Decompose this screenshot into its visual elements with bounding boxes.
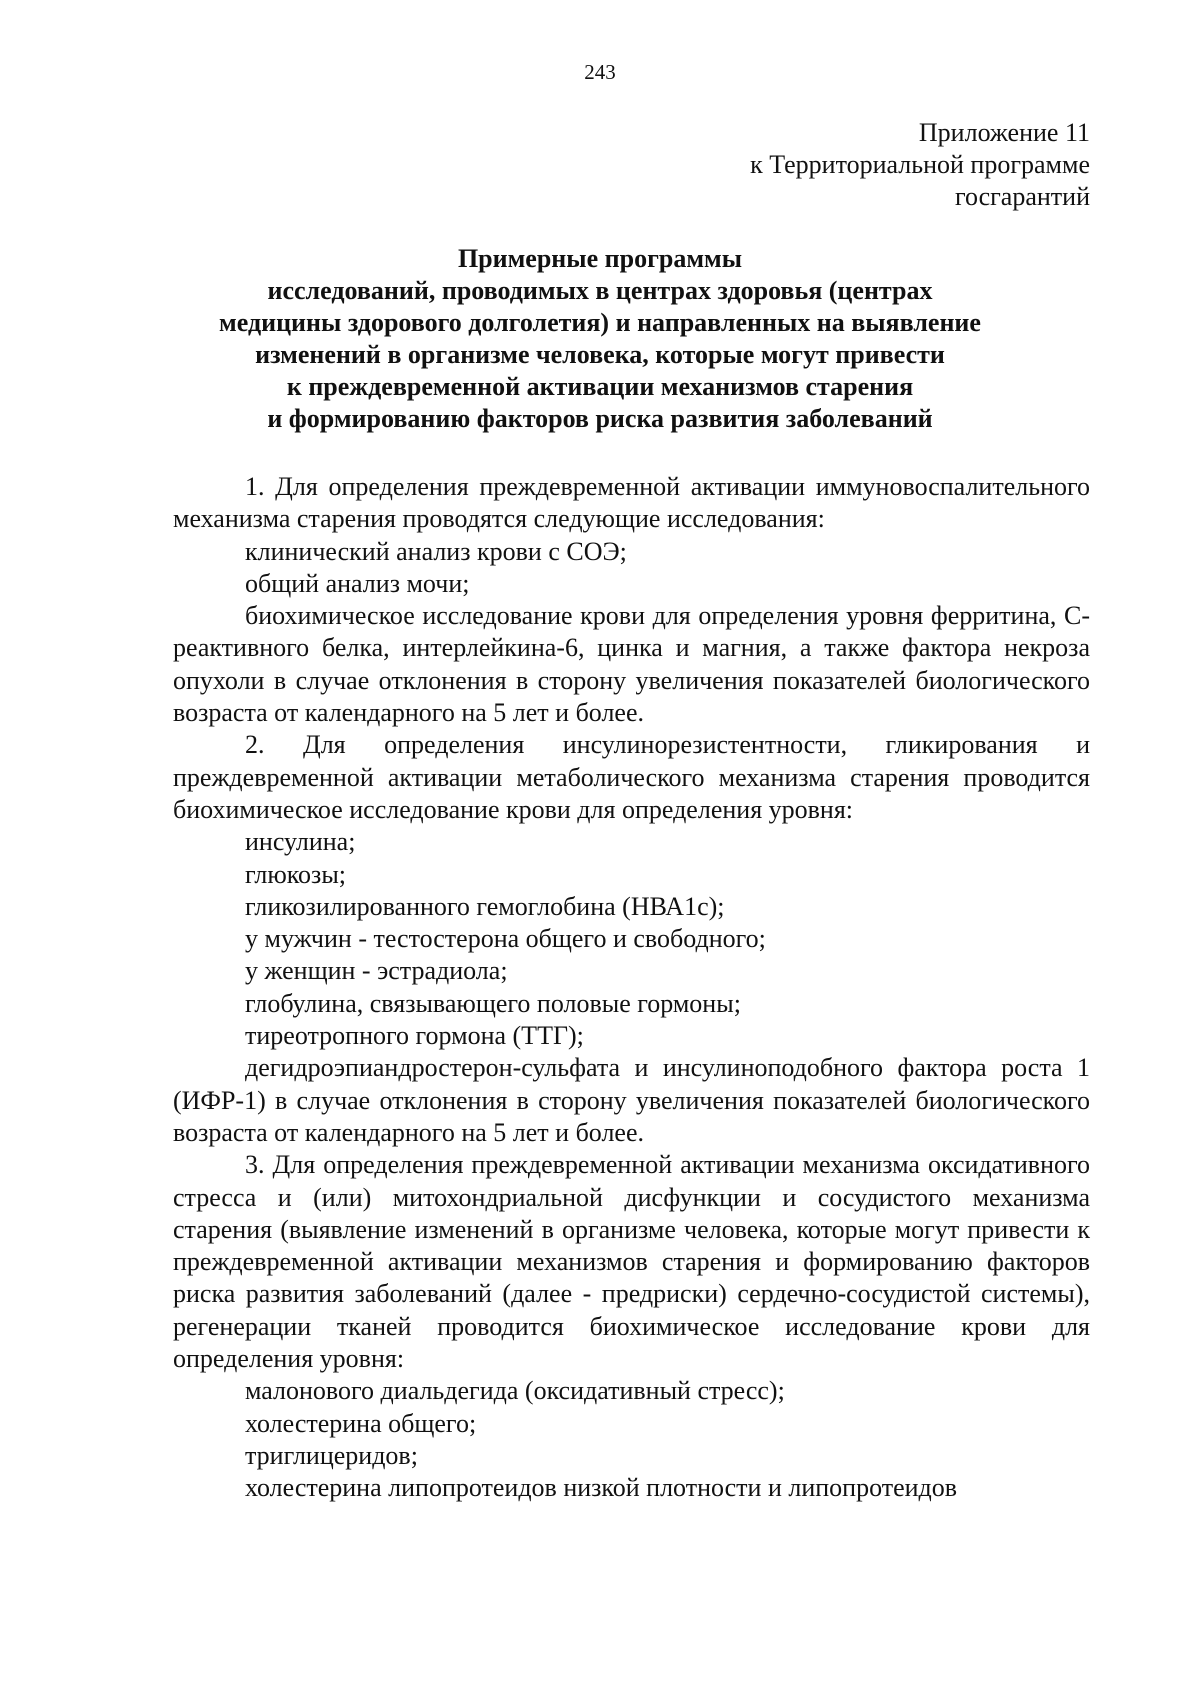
title-line: к преждевременной активации механизмов старения [286,372,914,401]
paragraph-2-tail: дегидроэпиандростерон-сульфата и инсулиноподобного фактора роста 1 (ИФР-1) в случае отклонения в сторону увеличения показателей биологического возраста от календарного на 5 лет и более. [173,1053,1090,1147]
list-item: клинический анализ крови с СОЭ; [245,536,627,566]
paragraph-2: 2. Для определения инсулинорезистентности, гликирования и преждевременной активации метаболического механизма старения проводится биохимическое исследование крови для определения уровня: [173,730,1090,824]
list-item: гликозилированного гемоглобина (НВА1с); [245,891,725,921]
list-item: у женщин - эстрадиола; [245,956,508,986]
appendix-line-1: Приложение 11 [918,118,1090,147]
list-item: общий анализ мочи; [245,568,470,598]
list-item: триглицеридов; [245,1440,418,1470]
list-item: инсулина; [245,827,356,857]
document-title [150,243,1050,435]
title-line: изменений в организме человека, которые могут привести [255,340,945,369]
appendix-line-3: госгарантий [954,182,1090,211]
paragraph-3: 3. Для определения преждевременной активации механизма оксидативного стресса и (или) митохондриальной дисфункции и сосудистого механизма старения (выявление изменений в организме человека, которые могут привести к преждевременной активации механизмов старения и формированию факторов риска развития заболеваний (далее - предриски) сердечно-сосудистой системы), регенерации тканей проводится биохимическое исследование крови для определения уровня: [173,1150,1090,1374]
appendix-line-2: к Территориальной программе [750,150,1090,179]
list-item: у мужчин - тестостерона общего и свободного; [245,924,766,954]
list-item: глюкозы; [245,859,347,889]
paragraph-1-tail: биохимическое исследование крови для определения уровня ферритина, С-реактивного белка, интерлейкина-6, цинка и магния, а также фактора некроза опухоли в случае отклонения в сторону увеличения показателей биологического возраста от календарного на 5 лет и более. [173,601,1090,728]
title-line: исследований, проводимых в центрах здоровья (центрах [267,276,933,305]
page-number: 243 [584,60,616,84]
title-line: медицины здорового долголетия) и направленных на выявление [219,308,981,337]
list-item: малонового диальдегида (оксидативный стресс); [245,1376,785,1406]
paragraph-1: 1. Для определения преждевременной активации иммуновоспалительного механизма старения проводятся следующие исследования: [173,472,1090,534]
list-item: тиреотропного гормона (ТТГ); [245,1021,584,1051]
appendix-reference [490,117,1090,213]
title-line: и формированию факторов риска развития заболеваний [267,404,933,433]
title-line: Примерные программы [457,244,743,273]
list-item: холестерина общего; [245,1408,477,1438]
document-body [173,471,1090,1505]
list-item: глобулина, связывающего половые гормоны; [245,988,741,1018]
paragraph-3-tail: холестерина липопротеидов низкой плотности и липопротеидов [245,1473,958,1503]
